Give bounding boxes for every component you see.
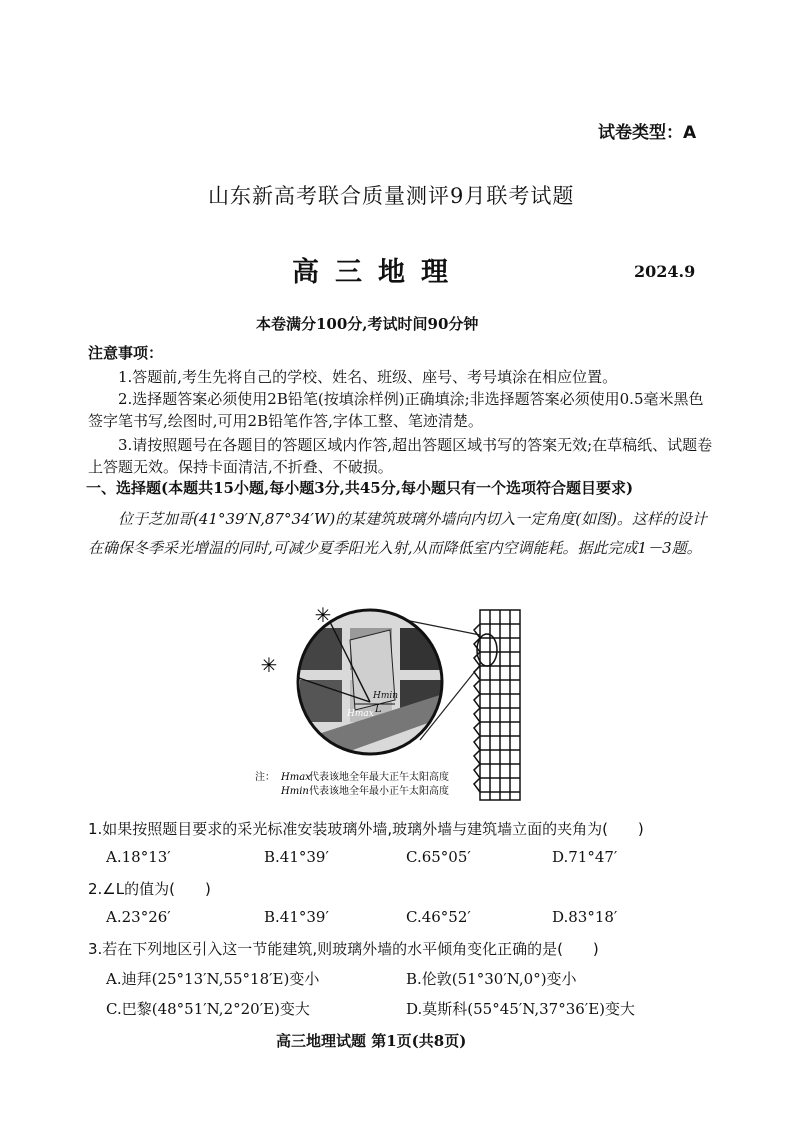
question-intro: 位于芝加哥(41°39′N,87°34′W)的某建筑玻璃外墙向内切入一定角度(如图)。这样的设计在确保冬季采光增温的同时,可减少夏季阳光入射,从而降低室内空调能耗。据此完成1－3题。 [88,510,707,557]
exam-type-label: 试卷类型：A [598,123,697,143]
notice-item-2: 2.选择题答案必须使用2B铅笔(按填涂样例)正确填涂;非选择题答案必须使用0.5毫米黑色签字笔书写,绘图时,可用2B铅笔作答,字体工整、笔迹清楚。 [88,390,704,430]
svg-text:注：: 注： [255,772,275,783]
q2-option-c: C.46°52′ [406,908,471,926]
notice-heading: 注意事项： [88,344,164,362]
sun-icon: ✳ [260,653,278,677]
score-time-line: 本卷满分100分,考试时间90分钟 [256,315,479,333]
sun-icon: ✳ [314,603,332,627]
q3-option-c: C.巴黎(48°51′N,2°20′E)变大 [106,1000,310,1018]
q2-option-d: D.83°18′ [552,908,618,926]
hmax-label: Hmax [347,709,374,719]
angle-l-label: L [375,704,382,715]
notice-item-1: 1.答题前,考生先将自己的学校、姓名、班级、座号、考号填涂在相应位置。 [118,368,618,386]
q1-option-b: B.41°39′ [264,848,329,866]
notice-item-3: 3.请按照题号在各题目的答题区域内作答,超出答题区域书写的答案无效;在草稿纸、试题卷上答题无效。保持卡面清洁,不折叠、不破损。 [88,436,713,476]
section-heading: 一、选择题(本题共15小题,每小题3分,共45分,每小题只有一个选项符合题目要求) [86,479,634,497]
hmin-label: Hmin [373,691,399,701]
q3-option-d: D.莫斯科(55°45′N,37°36′E)变大 [406,1000,636,1018]
q1-option-c: C.65°05′ [406,848,471,866]
question-1-stem: 1.如果按照题目要求的采光标准安装玻璃外墙,玻璃外墙与建筑墙立面的夹角为( ) [88,820,644,838]
exam-date: 2024.9 [634,262,696,281]
figure-note [255,770,449,797]
q3-option-b: B.伦敦(51°30′N,0°)变小 [406,970,577,988]
building-figure [255,600,575,806]
svg-text:Hmin: Hmin [281,786,309,797]
question-2-stem: 2.∠L的值为( ) [88,880,211,898]
q1-option-d: D.71°47′ [552,848,618,866]
q1-option-a: A.18°13′ [106,848,171,866]
q2-option-b: B.41°39′ [264,908,329,926]
exam-title: 山东新高考联合质量测评9月联考试题 [208,184,575,208]
svg-text:代表该地全年最小正午太阳高度: 代表该地全年最小正午太阳高度 [309,786,449,797]
subject-title: 高三地理 [292,257,464,288]
q3-option-a: A.迪拜(25°13′N,55°18′E)变小 [106,970,320,988]
svg-text:Hmax: Hmax [281,772,311,783]
svg-text:代表该地全年最大正午太阳高度: 代表该地全年最大正午太阳高度 [309,772,449,783]
question-3-stem: 3.若在下列地区引入这一节能建筑,则玻璃外墙的水平倾角变化正确的是( ) [88,940,599,958]
q2-option-a: A.23°26′ [106,908,171,926]
page-footer: 高三地理试题 第1页(共8页) [276,1032,467,1050]
